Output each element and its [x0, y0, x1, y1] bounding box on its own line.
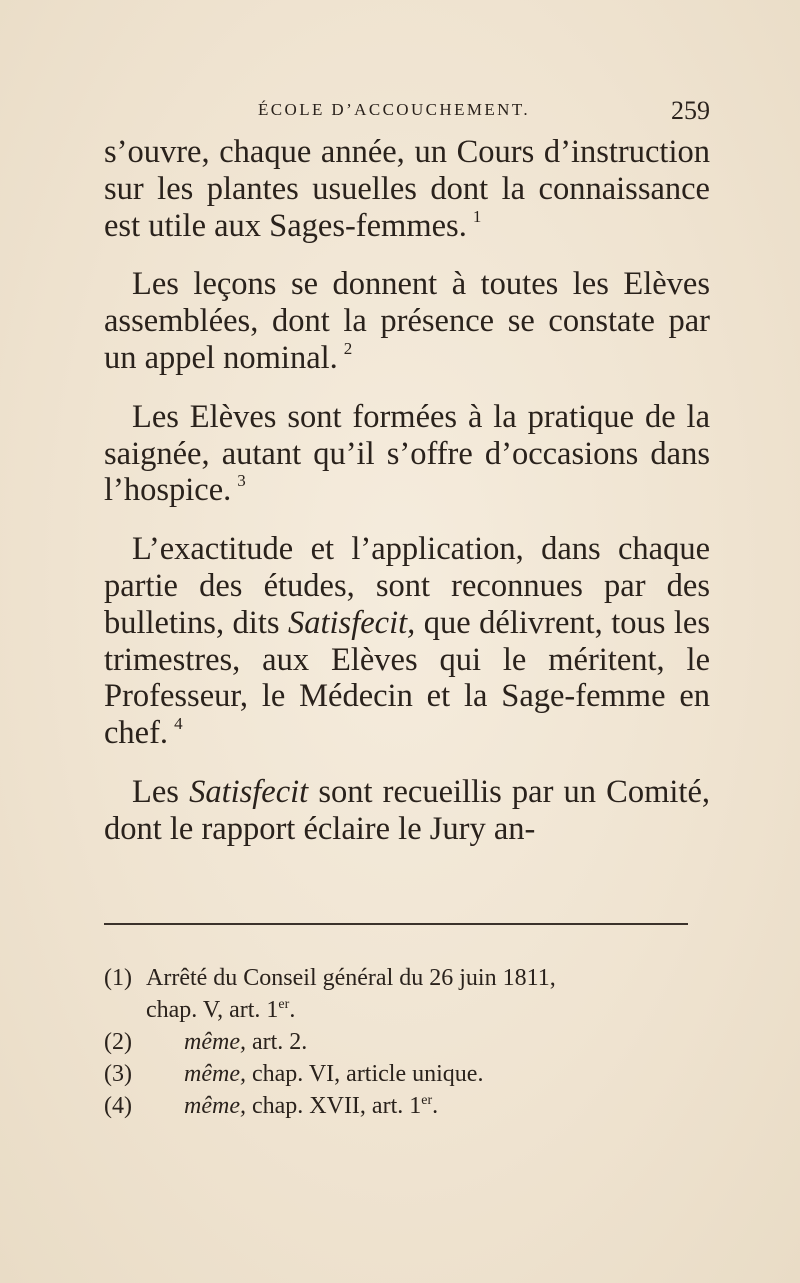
superscript: er: [278, 997, 290, 1012]
footnote-divider: [104, 923, 688, 925]
footnote-text-line: Arrêté du Conseil général du 26 juin 1811,: [146, 965, 556, 991]
paragraph-2: [104, 266, 710, 376]
paragraph-text: sont recueillis par un Comité, dont le rapport éclaire le Jury an-: [104, 773, 710, 847]
footnote-end: .: [289, 997, 296, 1023]
paragraph-5: [104, 774, 710, 848]
footnote-end: .: [432, 1093, 439, 1119]
italic-term: même,: [184, 1029, 246, 1055]
footnote-text-line: chap. XVII, art. 1: [245, 1093, 422, 1119]
footnote-reference: 3: [237, 471, 246, 491]
footnote-reference: 1: [472, 206, 482, 226]
paragraph-4: [104, 531, 710, 752]
italic-term: Satisfecit,: [287, 604, 416, 641]
paragraph-text: Les leçons se donnent à toutes les Elèves assemblées, dont la présence se constate par un appel nominal.: [104, 266, 710, 376]
italic-term: même,: [184, 1093, 246, 1119]
footnote-text: [146, 1061, 483, 1087]
italic-term: même,: [184, 1061, 246, 1087]
paragraph-text: s’ouvre, chaque année, un Cours d’instruction sur les plantes usuelles dont la connaissance est utile aux Sages-femmes.: [104, 134, 710, 244]
footnote-3: [104, 1058, 704, 1090]
paragraph-text: Les: [132, 773, 190, 810]
footnote-number: (1): [104, 965, 132, 991]
footnote-number: (3): [104, 1061, 132, 1087]
footnote-2: [104, 1026, 704, 1058]
paragraph-1: [104, 134, 710, 244]
footnote-4: [104, 1090, 704, 1122]
italic-term: Satisfecit: [189, 773, 309, 810]
paragraph-text: que délivrent, tous les trimestres, aux Elèves qui le méritent, le Professeur, le Médecin et la Sage-femme en chef.: [104, 604, 711, 752]
footnote-number: (2): [104, 1029, 132, 1055]
footnote-text-line: art. 2.: [245, 1029, 308, 1055]
footnote-text-line: chap. VI, article unique.: [245, 1061, 484, 1087]
paragraph-3: [104, 399, 710, 509]
paragraph-text: Les Elèves sont formées à la pratique de la saignée, autant qu’il s’offre d’occasions dans l’hospice.: [104, 398, 710, 509]
footnote-continuation-text: chap. V, art. 1: [146, 997, 279, 1023]
footnote-text: [146, 965, 704, 1026]
page-number: 259: [671, 96, 710, 125]
footnote-text: [146, 1029, 307, 1055]
footnote-1: [104, 962, 704, 1026]
body-text: [104, 134, 710, 848]
footnotes: [104, 962, 704, 1122]
footnote-continuation: [146, 994, 704, 1026]
footnote-text: [146, 1093, 438, 1119]
paragraph-text: L’exactitude et l’application, dans chaque partie des études, sont reconnues par des bulletins, dits: [104, 531, 710, 641]
footnote-reference: 4: [174, 714, 183, 734]
page-header: [100, 96, 710, 126]
footnote-reference: 2: [343, 338, 353, 358]
superscript: er: [421, 1093, 433, 1108]
running-head: ÉCOLE D’ACCOUCHEMENT.: [258, 100, 531, 119]
footnote-number: (4): [104, 1093, 132, 1119]
